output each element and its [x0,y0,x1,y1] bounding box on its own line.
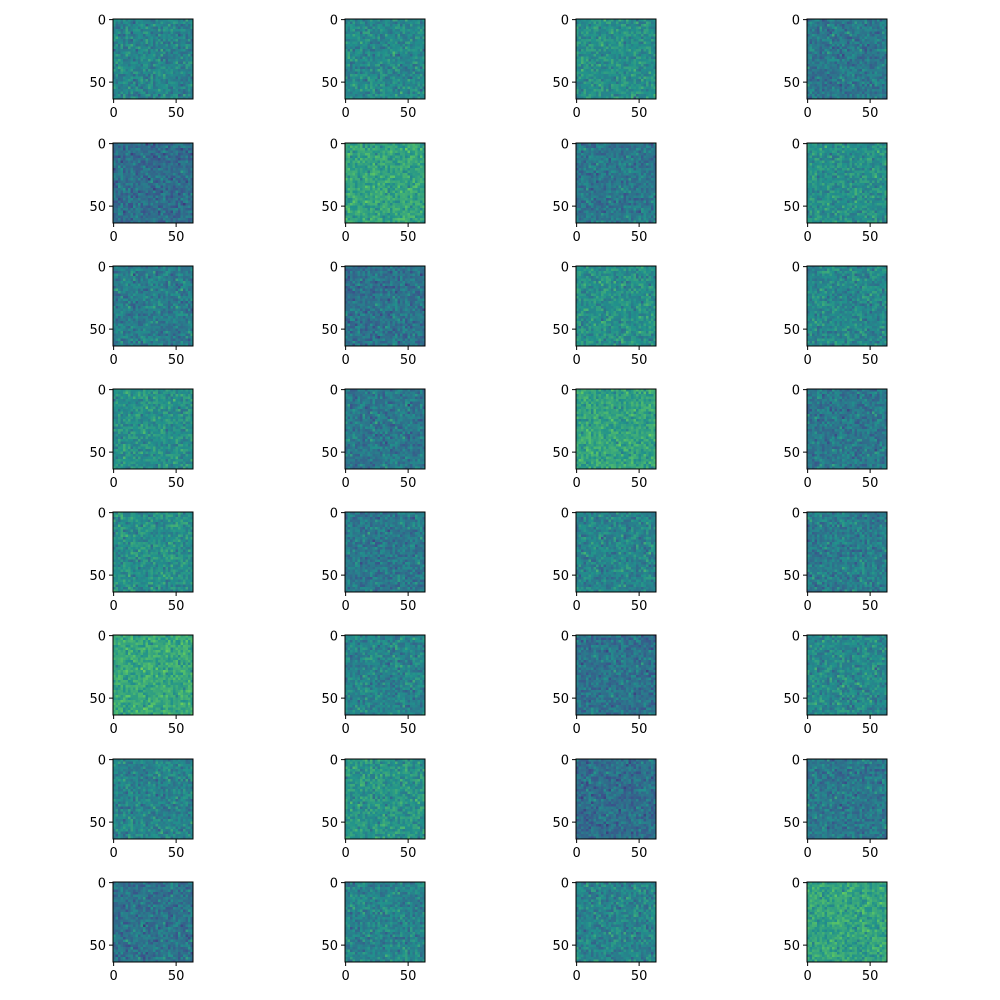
y-tick-label: 50 [552,692,569,707]
y-tick-label: 0 [330,384,338,399]
x-tick-label: 0 [572,846,580,861]
y-tick-label: 0 [330,507,338,522]
x-tick-label: 50 [631,722,648,737]
heatmap-image [807,882,887,962]
x-tick-label: 50 [631,230,648,245]
subplot-r7-c4 [783,754,887,861]
y-tick-label: 0 [792,14,800,29]
x-tick-label: 50 [400,722,417,737]
y-tick-label: 50 [321,939,338,954]
heatmap-image [807,512,887,592]
y-tick-label: 50 [321,200,338,215]
x-tick-label: 0 [341,846,349,861]
y-tick-label: 0 [561,14,569,29]
heatmap-image [807,389,887,469]
x-tick-label: 50 [400,969,417,984]
subplot-r7-c1 [89,754,193,861]
subplot-r5-c4 [783,507,887,614]
heatmap-image [113,882,193,962]
x-tick-label: 0 [109,599,117,614]
x-tick-label: 0 [572,353,580,368]
y-tick-label: 50 [783,323,800,338]
y-tick-label: 0 [561,877,569,892]
y-tick-label: 50 [783,76,800,91]
y-tick-label: 50 [552,76,569,91]
y-tick-label: 50 [552,816,569,831]
x-tick-label: 50 [400,599,417,614]
subplot-r1-c2 [321,14,425,121]
subplot-r6-c2 [321,630,425,737]
heatmap-image [576,389,656,469]
x-tick-label: 0 [803,353,811,368]
y-tick-label: 0 [561,630,569,645]
subplot-r5-c2 [321,507,425,614]
y-tick-label: 50 [321,816,338,831]
y-tick-label: 50 [321,76,338,91]
x-tick-label: 0 [572,722,580,737]
y-tick-label: 50 [783,200,800,215]
x-tick-label: 50 [400,353,417,368]
heatmap-image [113,266,193,346]
heatmap-image [576,143,656,223]
y-tick-label: 50 [552,323,569,338]
y-tick-label: 0 [330,14,338,29]
x-tick-label: 50 [168,722,185,737]
y-tick-label: 50 [552,200,569,215]
x-tick-label: 0 [109,969,117,984]
heatmap-image [807,143,887,223]
y-tick-label: 0 [561,507,569,522]
subplot-r2-c4 [783,138,887,245]
x-tick-label: 0 [341,722,349,737]
y-tick-label: 0 [561,754,569,769]
y-tick-label: 50 [321,569,338,584]
x-tick-label: 50 [862,476,879,491]
heatmap-image [807,759,887,839]
heatmap-image [807,635,887,715]
heatmap-image [576,266,656,346]
y-tick-label: 50 [783,446,800,461]
heatmap-image [113,19,193,99]
x-tick-label: 0 [572,599,580,614]
subplot-r1-c4 [783,14,887,121]
x-tick-label: 50 [862,846,879,861]
subplot-r6-c4 [783,630,887,737]
heatmap-image [576,635,656,715]
subplot-r8-c1 [89,877,193,984]
subplot-r3-c2 [321,261,425,368]
y-tick-label: 50 [552,569,569,584]
y-tick-label: 50 [552,939,569,954]
heatmap-image [345,882,425,962]
x-tick-label: 0 [803,846,811,861]
y-tick-label: 50 [89,816,106,831]
x-tick-label: 50 [168,969,185,984]
subplot-r7-c3 [552,754,656,861]
y-tick-label: 0 [561,384,569,399]
y-tick-label: 0 [792,384,800,399]
x-tick-label: 50 [862,599,879,614]
heatmap-image [576,512,656,592]
subplot-r8-c2 [321,877,425,984]
y-tick-label: 50 [89,939,106,954]
x-tick-label: 50 [400,476,417,491]
y-tick-label: 50 [89,200,106,215]
x-tick-label: 50 [631,846,648,861]
x-tick-label: 0 [572,230,580,245]
x-tick-label: 50 [862,722,879,737]
x-tick-label: 50 [400,106,417,121]
subplot-r1-c1 [89,14,193,121]
x-tick-label: 50 [631,353,648,368]
subplot-r7-c2 [321,754,425,861]
heatmap-image [345,759,425,839]
y-tick-label: 0 [792,261,800,276]
subplot-r2-c2 [321,138,425,245]
x-tick-label: 0 [341,599,349,614]
heatmap-image [807,19,887,99]
heatmap-image [345,512,425,592]
y-tick-label: 0 [330,877,338,892]
x-tick-label: 0 [341,230,349,245]
x-tick-label: 50 [168,106,185,121]
y-tick-label: 50 [89,692,106,707]
y-tick-label: 0 [792,138,800,153]
x-tick-label: 50 [168,599,185,614]
y-tick-label: 0 [98,507,106,522]
y-tick-label: 0 [98,877,106,892]
x-tick-label: 50 [168,353,185,368]
heatmap-image [113,512,193,592]
y-tick-label: 0 [792,877,800,892]
x-tick-label: 0 [341,476,349,491]
y-tick-label: 50 [89,446,106,461]
heatmap-image [345,389,425,469]
y-tick-label: 0 [561,261,569,276]
x-tick-label: 50 [168,846,185,861]
heatmap-image [113,759,193,839]
subplot-r4-c2 [321,384,425,491]
x-tick-label: 0 [803,722,811,737]
heatmap-image [807,266,887,346]
subplot-r6-c1 [89,630,193,737]
subplot-r8-c4 [783,877,887,984]
x-tick-label: 50 [631,969,648,984]
y-tick-label: 0 [792,754,800,769]
x-tick-label: 0 [109,846,117,861]
subplot-r5-c1 [89,507,193,614]
x-tick-label: 0 [341,353,349,368]
y-tick-label: 50 [321,323,338,338]
heatmap-image [113,389,193,469]
subplot-r6-c3 [552,630,656,737]
y-tick-label: 0 [98,754,106,769]
x-tick-label: 50 [862,969,879,984]
y-tick-label: 0 [561,138,569,153]
y-tick-label: 50 [89,76,106,91]
subplot-r3-c3 [552,261,656,368]
heatmap-image [576,882,656,962]
y-tick-label: 0 [330,261,338,276]
x-tick-label: 50 [631,476,648,491]
subplot-r4-c1 [89,384,193,491]
x-tick-label: 0 [109,106,117,121]
subplot-r3-c4 [783,261,887,368]
heatmap-image [345,266,425,346]
y-tick-label: 0 [330,754,338,769]
y-tick-label: 0 [98,384,106,399]
x-tick-label: 50 [400,846,417,861]
x-tick-label: 50 [862,353,879,368]
x-tick-label: 50 [862,230,879,245]
x-tick-label: 0 [572,969,580,984]
x-tick-label: 0 [341,106,349,121]
x-tick-label: 0 [109,476,117,491]
y-tick-label: 50 [89,569,106,584]
subplot-r4-c3 [552,384,656,491]
subplot-r2-c1 [89,138,193,245]
heatmap-image [113,635,193,715]
x-tick-label: 50 [862,106,879,121]
heatmap-image [345,19,425,99]
x-tick-label: 50 [168,230,185,245]
y-tick-label: 0 [98,630,106,645]
x-tick-label: 0 [803,969,811,984]
x-tick-label: 0 [109,353,117,368]
y-tick-label: 0 [792,630,800,645]
x-tick-label: 0 [572,476,580,491]
y-tick-label: 0 [330,630,338,645]
y-tick-label: 50 [783,569,800,584]
y-tick-label: 50 [89,323,106,338]
y-tick-label: 0 [330,138,338,153]
y-tick-label: 0 [98,261,106,276]
heatmap-image [345,143,425,223]
subplot-r4-c4 [783,384,887,491]
y-tick-label: 50 [783,692,800,707]
heatmap-image [576,759,656,839]
subplot-r2-c3 [552,138,656,245]
subplot-r1-c3 [552,14,656,121]
y-tick-label: 0 [98,138,106,153]
subplot-r8-c3 [552,877,656,984]
x-tick-label: 0 [803,230,811,245]
x-tick-label: 0 [803,599,811,614]
x-tick-label: 0 [109,230,117,245]
y-tick-label: 0 [792,507,800,522]
x-tick-label: 0 [803,106,811,121]
y-tick-label: 0 [98,14,106,29]
x-tick-label: 0 [803,476,811,491]
x-tick-label: 50 [400,230,417,245]
y-tick-label: 50 [783,939,800,954]
x-tick-label: 0 [341,969,349,984]
y-tick-label: 50 [321,692,338,707]
heatmap-image [345,635,425,715]
y-tick-label: 50 [552,446,569,461]
x-tick-label: 50 [631,599,648,614]
subplot-r5-c3 [552,507,656,614]
y-tick-label: 50 [783,816,800,831]
x-tick-label: 50 [168,476,185,491]
heatmap-image [113,143,193,223]
subplot-r3-c1 [89,261,193,368]
x-tick-label: 0 [572,106,580,121]
x-tick-label: 0 [109,722,117,737]
x-tick-label: 50 [631,106,648,121]
y-tick-label: 50 [321,446,338,461]
heatmap-image [576,19,656,99]
